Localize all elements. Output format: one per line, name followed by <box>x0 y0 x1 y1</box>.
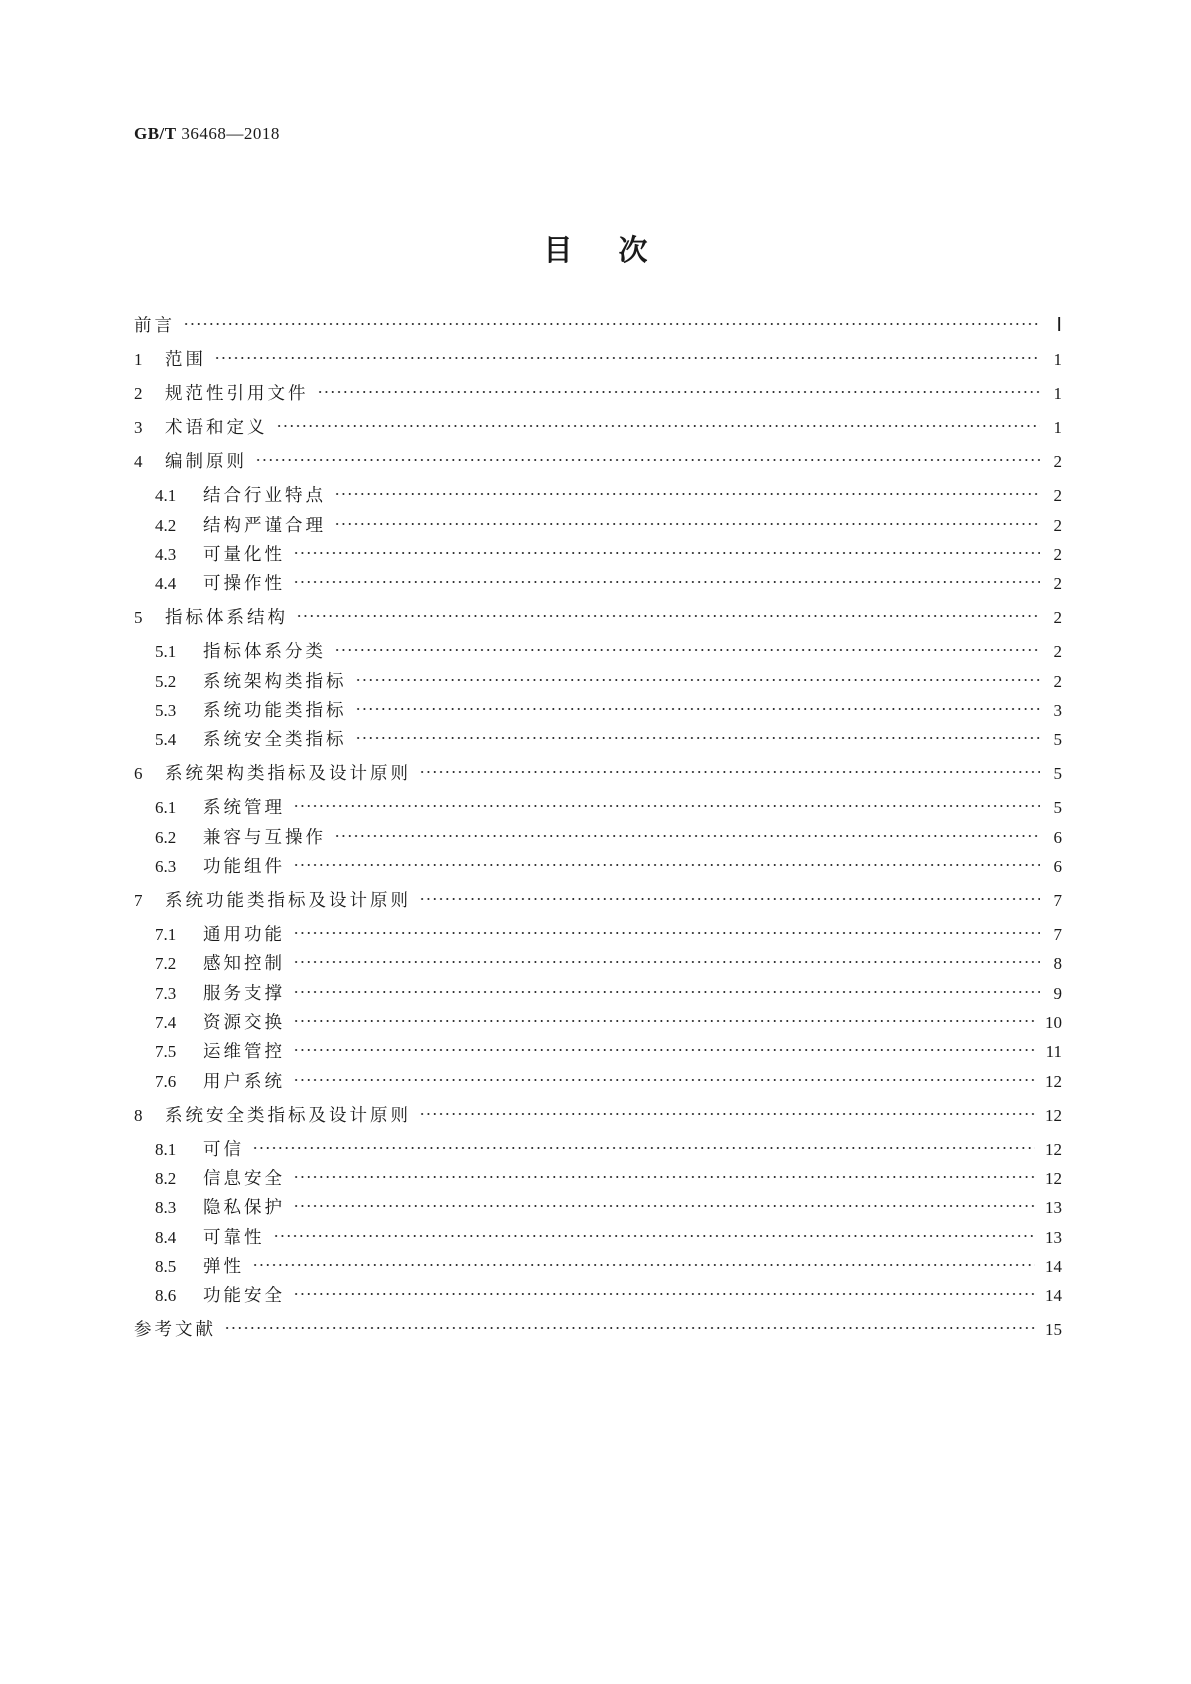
toc-entry-number: 5.4 <box>155 730 177 749</box>
dot-leader <box>293 975 1040 999</box>
standard-number: 36468—2018 <box>176 124 280 143</box>
toc-entry-page: 2 <box>1053 608 1062 627</box>
toc-entry[interactable] <box>155 1033 1062 1062</box>
toc-entry-page: 2 <box>1053 574 1062 593</box>
toc-entry-label: 服务支撑 <box>203 984 285 1004</box>
dot-leader <box>293 916 1040 940</box>
toc-entry-label: 系统安全类指标及设计原则 <box>165 1106 411 1126</box>
toc-entry-page: 8 <box>1053 954 1062 973</box>
toc-entry-label: 系统架构类指标及设计原则 <box>165 764 411 784</box>
toc-entry-page: 2 <box>1053 672 1062 691</box>
toc-entry-number: 7.2 <box>155 954 177 973</box>
toc-entry-label: 结合行业特点 <box>203 486 326 506</box>
toc-entry-label: 结构严谨合理 <box>203 516 326 536</box>
toc-entry-number: 5.2 <box>155 672 177 691</box>
toc-entry-number: 5.1 <box>155 642 177 661</box>
toc-entry-page: 15 <box>1045 1320 1062 1339</box>
dot-leader <box>293 1277 1035 1301</box>
dot-leader <box>334 819 1040 843</box>
toc-entry-page: 13 <box>1045 1198 1062 1217</box>
toc-entry-number: 8.6 <box>155 1286 177 1305</box>
dot-leader <box>293 1063 1035 1087</box>
toc-entry[interactable] <box>155 1004 1062 1033</box>
toc-entry-number: 8.2 <box>155 1169 177 1188</box>
dot-leader <box>224 1311 1035 1335</box>
toc-entry[interactable] <box>155 789 1062 818</box>
toc-entry-number: 6.1 <box>155 798 177 817</box>
dot-leader <box>252 1248 1035 1272</box>
dot-leader <box>334 507 1040 531</box>
toc-entry[interactable] <box>155 692 1062 721</box>
toc-entry-page: 3 <box>1053 701 1062 720</box>
toc-entry-page: 7 <box>1053 925 1062 944</box>
toc-entry-number: 7.1 <box>155 925 177 944</box>
dot-leader <box>334 633 1040 657</box>
toc-entry-page: 2 <box>1053 452 1062 471</box>
standard-prefix: GB/T <box>134 124 177 143</box>
toc-entry-label: 用户系统 <box>203 1072 285 1092</box>
toc-entry[interactable] <box>155 1248 1062 1277</box>
toc-entry[interactable] <box>155 916 1062 945</box>
toc-entry-label: 指标体系结构 <box>165 608 288 628</box>
dot-leader <box>355 692 1041 716</box>
toc-entry-page: 11 <box>1045 1042 1062 1061</box>
dot-leader <box>293 945 1040 969</box>
toc-entry[interactable] <box>155 633 1062 662</box>
dot-leader <box>183 307 1040 331</box>
toc-entry-label: 运维管控 <box>203 1042 285 1062</box>
toc-entry[interactable] <box>134 882 1062 911</box>
toc-entry-number: 3 <box>134 418 143 437</box>
toc-entry-number: 4.4 <box>155 574 177 593</box>
toc-entry-label: 术语和定义 <box>165 418 268 438</box>
toc-entry-number: 8.1 <box>155 1140 177 1159</box>
toc-entry-page: 5 <box>1053 730 1062 749</box>
dot-leader <box>293 565 1040 589</box>
toc-entry-page: 6 <box>1053 828 1062 847</box>
dot-leader <box>296 599 1040 623</box>
toc-entry-number: 7.6 <box>155 1072 177 1091</box>
dot-leader <box>419 1097 1035 1121</box>
dot-leader <box>293 536 1040 560</box>
toc-entry-label: 编制原则 <box>165 452 247 472</box>
toc-entry-page: 2 <box>1053 516 1062 535</box>
toc-entry-page: Ⅰ <box>1056 315 1062 336</box>
toc-entry-number: 6.2 <box>155 828 177 847</box>
toc-entry[interactable] <box>134 375 1062 404</box>
dot-leader <box>419 882 1040 906</box>
toc-entry-label: 系统架构类指标 <box>203 672 347 692</box>
toc-entry[interactable] <box>134 755 1062 784</box>
toc-entry-page: 14 <box>1045 1286 1062 1305</box>
dot-leader <box>293 1189 1035 1213</box>
toc-entry-number: 7.3 <box>155 984 177 1003</box>
toc-entry[interactable] <box>155 1131 1062 1160</box>
toc-entry-page: 1 <box>1053 384 1062 403</box>
toc-entry-label: 信息安全 <box>203 1169 285 1189</box>
dot-leader <box>293 1004 1035 1028</box>
toc-entry-page: 2 <box>1053 642 1062 661</box>
dot-leader <box>317 375 1041 399</box>
toc-entry-label: 参考文献 <box>134 1320 216 1340</box>
toc-entry[interactable] <box>134 443 1062 472</box>
toc-entry-page: 12 <box>1045 1106 1062 1125</box>
toc-entry[interactable] <box>155 1189 1062 1218</box>
toc-entry[interactable] <box>134 1311 1062 1340</box>
dot-leader <box>293 848 1040 872</box>
toc-entry-number: 5 <box>134 608 143 627</box>
toc-entry-page: 1 <box>1053 418 1062 437</box>
toc-entry-number: 4.3 <box>155 545 177 564</box>
toc-entry-number: 8 <box>134 1106 143 1125</box>
page-title: 目次 <box>543 233 694 267</box>
toc-entry-page: 10 <box>1045 1013 1062 1032</box>
toc-entry[interactable] <box>155 1277 1062 1306</box>
toc-entry-label: 功能安全 <box>203 1286 285 1306</box>
toc-entry-number: 8.3 <box>155 1198 177 1217</box>
toc-entry-label: 感知控制 <box>203 954 285 974</box>
toc-entry-page: 5 <box>1053 798 1062 817</box>
toc-entry[interactable] <box>155 819 1062 848</box>
dot-leader <box>419 755 1040 779</box>
toc-entry-page: 6 <box>1053 857 1062 876</box>
dot-leader <box>255 443 1040 467</box>
toc-entry[interactable] <box>134 409 1062 438</box>
toc-entry[interactable] <box>155 848 1062 877</box>
toc-entry-number: 1 <box>134 350 143 369</box>
toc-entry-label: 可信 <box>203 1140 244 1160</box>
toc-entry-label: 系统管理 <box>203 798 285 818</box>
toc-entry-label: 前言 <box>134 316 175 336</box>
toc-entry-number: 2 <box>134 384 143 403</box>
toc-entry-page: 7 <box>1053 891 1062 910</box>
toc-entry-label: 弹性 <box>203 1257 244 1277</box>
toc-entry-label: 隐私保护 <box>203 1198 285 1218</box>
toc-entry-number: 4 <box>134 452 143 471</box>
toc-entry[interactable] <box>155 1219 1062 1248</box>
toc-entry-page: 12 <box>1045 1169 1062 1188</box>
toc-entry-label: 指标体系分类 <box>203 642 326 662</box>
dot-leader <box>214 341 1040 365</box>
toc-entry-label: 可靠性 <box>203 1228 265 1248</box>
toc-entry-number: 4.1 <box>155 486 177 505</box>
toc-entry[interactable] <box>155 565 1062 594</box>
toc-entry-page: 5 <box>1053 764 1062 783</box>
toc-entry-label: 通用功能 <box>203 925 285 945</box>
toc-entry-label: 可操作性 <box>203 574 285 594</box>
toc-entry[interactable] <box>155 945 1062 974</box>
toc-entry-page: 12 <box>1045 1140 1062 1159</box>
toc-entry-page: 9 <box>1053 984 1062 1003</box>
toc-entry[interactable] <box>155 477 1062 506</box>
dot-leader <box>355 663 1041 687</box>
toc-entry[interactable] <box>134 307 1062 336</box>
toc-entry[interactable] <box>155 1063 1062 1092</box>
toc-entry[interactable] <box>155 536 1062 565</box>
toc-entry-page: 14 <box>1045 1257 1062 1276</box>
toc-entry-label: 系统功能类指标 <box>203 701 347 721</box>
toc-entry[interactable] <box>155 975 1062 1004</box>
toc-entry-label: 范围 <box>165 350 206 370</box>
dot-leader <box>252 1131 1035 1155</box>
toc-entry-label: 资源交换 <box>203 1013 285 1033</box>
toc-entry-page: 2 <box>1053 486 1062 505</box>
toc-entry-label: 可量化性 <box>203 545 285 565</box>
toc-entry-number: 7.4 <box>155 1013 177 1032</box>
toc-entry-page: 13 <box>1045 1228 1062 1247</box>
toc-entry[interactable] <box>155 721 1062 750</box>
dot-leader <box>293 789 1040 813</box>
dot-leader <box>293 1160 1035 1184</box>
toc-entry-number: 6 <box>134 764 143 783</box>
toc-entry-number: 8.5 <box>155 1257 177 1276</box>
dot-leader <box>293 1033 1036 1057</box>
toc-entry-number: 7 <box>134 891 143 910</box>
toc-entry-number: 5.3 <box>155 701 177 720</box>
toc-entry-number: 8.4 <box>155 1228 177 1247</box>
dot-leader <box>355 721 1041 745</box>
toc-entry-page: 1 <box>1053 350 1062 369</box>
toc-entry[interactable] <box>155 663 1062 692</box>
toc-entry-number: 4.2 <box>155 516 177 535</box>
toc-entry-label: 功能组件 <box>203 857 285 877</box>
dot-leader <box>276 409 1041 433</box>
dot-leader <box>273 1219 1036 1243</box>
dot-leader <box>334 477 1040 501</box>
toc-entry[interactable] <box>155 507 1062 536</box>
toc-entry-label: 系统功能类指标及设计原则 <box>165 891 411 911</box>
toc-entry-label: 系统安全类指标 <box>203 730 347 750</box>
toc-entry[interactable] <box>134 599 1062 628</box>
toc-entry-page: 12 <box>1045 1072 1062 1091</box>
toc-entry[interactable] <box>155 1160 1062 1189</box>
toc-entry-label: 兼容与互操作 <box>203 828 326 848</box>
toc-entry[interactable] <box>134 1097 1062 1126</box>
toc-entry-number: 7.5 <box>155 1042 177 1061</box>
toc-entry-label: 规范性引用文件 <box>165 384 309 404</box>
toc-entry-number: 6.3 <box>155 857 177 876</box>
toc-entry[interactable] <box>134 341 1062 370</box>
toc-entry-page: 2 <box>1053 545 1062 564</box>
